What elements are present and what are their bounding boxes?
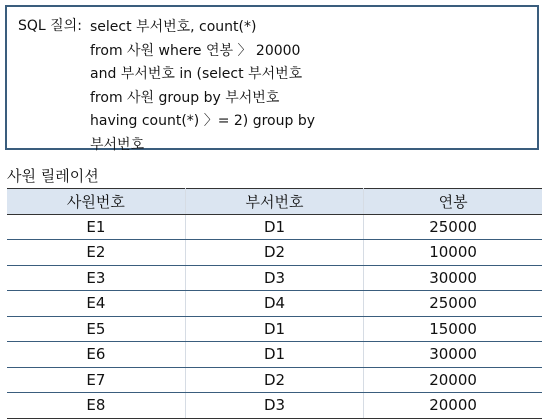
department-id-cell: D3 bbox=[185, 265, 363, 291]
table-row bbox=[7, 393, 542, 419]
salary-cell: 30000 bbox=[364, 265, 542, 291]
salary-cell: 20000 bbox=[364, 393, 542, 419]
table-header-row bbox=[7, 189, 542, 215]
sql-query-line: from 사원 where 연봉 〉 20000 bbox=[90, 42, 301, 59]
sql-query-text bbox=[90, 16, 315, 157]
department-id-cell: D4 bbox=[185, 291, 363, 317]
employee-id-cell: E2 bbox=[7, 240, 185, 266]
table-row bbox=[7, 265, 542, 291]
salary-cell: 10000 bbox=[364, 240, 542, 266]
employee-id-cell: E3 bbox=[7, 265, 185, 291]
department-id-cell: D1 bbox=[185, 214, 363, 240]
employee-id-cell: E1 bbox=[7, 214, 185, 240]
employee-id-cell: E5 bbox=[7, 316, 185, 342]
table-row bbox=[7, 291, 542, 317]
sql-query-label: SQL 질의: bbox=[18, 18, 82, 34]
employee-id-cell: E8 bbox=[7, 393, 185, 419]
department-id-cell: D1 bbox=[185, 342, 363, 368]
employee-id-cell: E7 bbox=[7, 367, 185, 393]
table-row bbox=[7, 342, 542, 368]
employee-id-cell: E4 bbox=[7, 291, 185, 317]
salary-cell: 25000 bbox=[364, 291, 542, 317]
salary-cell: 15000 bbox=[364, 316, 542, 342]
table-row bbox=[7, 214, 542, 240]
column-header-employee-id: 사원번호 bbox=[7, 189, 185, 215]
column-header-salary: 연봉 bbox=[364, 189, 542, 215]
sql-query-line: having count(*) 〉= 2) group by bbox=[90, 113, 315, 129]
table-row bbox=[7, 240, 542, 266]
salary-cell: 30000 bbox=[364, 342, 542, 368]
salary-cell: 20000 bbox=[364, 367, 542, 393]
sql-query-line: and 부서번호 in (select 부서번호 bbox=[90, 66, 303, 82]
sql-query-line: 부서번호 bbox=[90, 136, 145, 153]
salary-cell: 25000 bbox=[364, 214, 542, 240]
department-id-cell: D3 bbox=[185, 393, 363, 419]
column-header-department-id: 부서번호 bbox=[185, 189, 363, 215]
sql-query-box bbox=[5, 5, 539, 153]
employee-id-cell: E6 bbox=[7, 342, 185, 368]
sql-query-line: from 사원 group by 부서번호 bbox=[90, 89, 280, 106]
relation-caption: 사원 릴레이션 bbox=[7, 167, 99, 185]
department-id-cell: D2 bbox=[185, 367, 363, 393]
table-row bbox=[7, 316, 542, 342]
table-row bbox=[7, 367, 542, 393]
sql-query-line: select 부서번호, count(*) bbox=[90, 19, 257, 35]
department-id-cell: D2 bbox=[185, 240, 363, 266]
department-id-cell: D1 bbox=[185, 316, 363, 342]
employee-relation-table bbox=[7, 188, 542, 419]
